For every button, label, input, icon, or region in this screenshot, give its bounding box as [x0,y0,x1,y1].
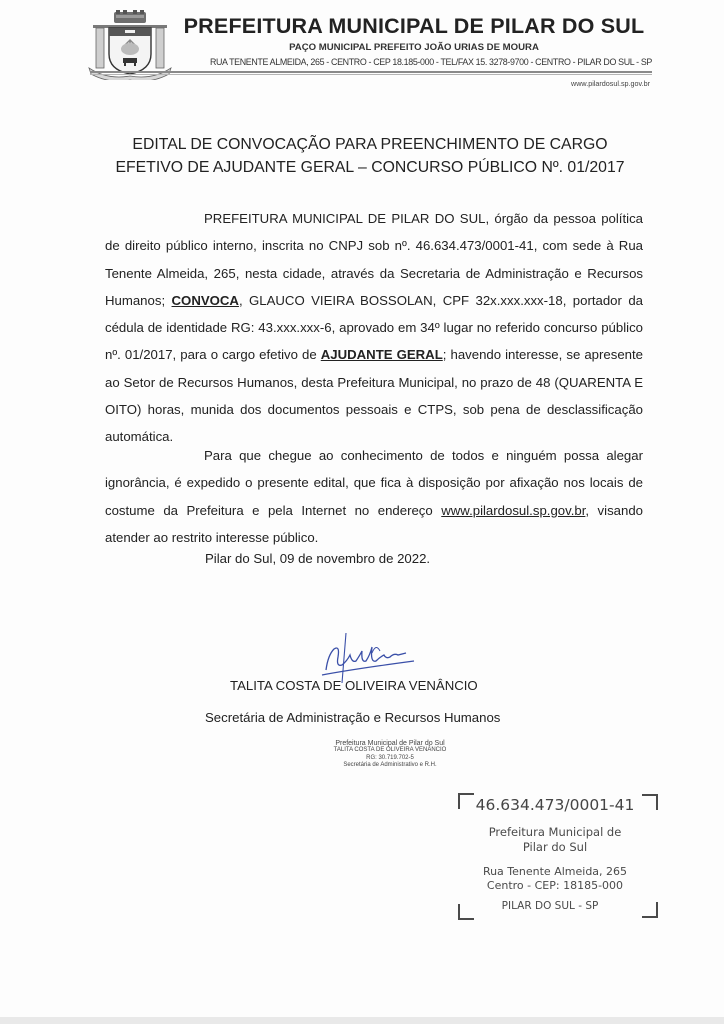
stamp-address-line-1: Rua Tenente Almeida, 265 [482,865,628,878]
coat-of-arms-icon [87,10,173,80]
stamp-org-line-2: Pilar do Sul [522,840,588,854]
signatory-name: TALITA COSTA DE OLIVEIRA VENÂNCIO [230,678,478,693]
stamp-city: PILAR DO SUL - SP [501,900,599,912]
cargo-name: AJUDANTE GERAL [320,347,443,363]
cnpj-stamp [455,790,670,922]
title-line-1: EDITAL DE CONVOCAÇÃO PARA PREENCHIMENTO DE CARGO [132,136,608,153]
paragraph-1-part-1: PREFEITURA MUNICIPAL DE PILAR DO SUL, órgão da pessoa política de direito público interno, inscrita no CNPJ sob nº. 46.634.473/0001-41, com sede à Rua Tenente Almeida, 265, nesta cidade, através da Secretaria de Administração e Recursos Humanos; [105,211,643,308]
paragraph-publication [105,442,643,551]
header-title: PREFEITURA MUNICIPAL DE PILAR DO SUL [183,14,645,38]
signatory-role: Secretária de Administração e Recursos Humanos [205,710,501,725]
document-date: Pilar do Sul, 09 de novembro de 2022. [205,551,431,566]
paragraph-2-part-2: , visando atender ao restrito interesse público. [105,502,643,545]
convoca-keyword: CONVOCA [171,292,239,308]
stamp-line-1: Prefeitura Municipal de Pilar do Sul [335,740,445,747]
stamp-org-line-1: Prefeitura Municipal de [488,825,622,839]
paragraph-convocation [105,205,643,451]
paragraph-1-part-2: , GLAUCO VIEIRA BOSSOLAN, CPF 32x.xxx.xxx-18, portador da cédula de identidade RG: 43.xxx.xxx-6, aprovado em 34º lugar no referido concurso público nº. 01/2017, para o cargo efetivo de [105,292,643,363]
website-link[interactable]: www.pilardosul.sp.gov.br [441,502,586,518]
stamp-line-2: TALITA COSTA DE OLIVEIRA VENÂNCIO [333,747,447,754]
scan-edge [0,1017,724,1024]
cnpj-number: 46.634.473/0001-41 [475,796,635,814]
paragraph-1-part-3: ; havendo interesse, se apresente ao Setor de Recursos Humanos, desta Prefeitura Municipal, no prazo de 48 (QUARENTA E OITO) horas, munida dos documentos pessoais e CTPS, sob pena de desclassificação automática. [105,347,643,445]
header-divider [90,71,652,73]
paragraph-2-part-1: Para que chegue ao conhecimento de todos e ninguém possa alegar ignorância, é expedido o presente edital, que fica à disposição por afixação nos locais de costume da Prefeitura e pela Internet no endereço [105,448,643,518]
header-divider-thin [90,74,652,75]
document-title [90,133,650,179]
title-line-2: EFETIVO DE AJUDANTE GERAL – CONCURSO PÚBLICO Nº. 01/2017 [115,159,625,176]
signatory-stamp [300,740,480,769]
header-subtitle: PAÇO MUNICIPAL PREFEITO JOÃO URIAS DE MOURA [289,42,539,53]
handwritten-signature-icon [314,625,424,685]
stamp-line-4: Secretária de Administrativo e R.H. [343,761,437,768]
header-address: RUA TENENTE ALMEIDA, 265 - CENTRO - CEP 18.185-000 - TEL/FAX 15. 3278-9700 - CENTRO - PILAR DO SUL - SP [209,57,652,67]
stamp-line-3: RG: 30.719.702-5 [366,754,414,761]
header-website: www.pilardosul.sp.gov.br [571,79,650,88]
stamp-address-line-2: Centro - CEP: 18185-000 [486,879,624,892]
